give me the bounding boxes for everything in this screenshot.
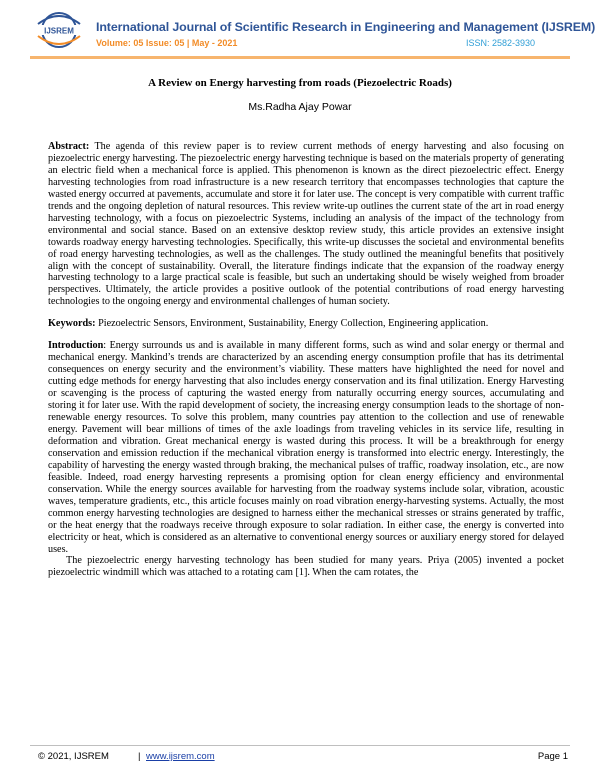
introduction-text: : Energy surrounds us and is available in many different forms, such as wind and solar energy or thermal and mechanical energy. Mankind’s trends are characterized by an ascending energy consumption profile that has its detrimental consequences on energy security and the environment’s viability. These matters have highlighted the need for novel and cutting edge methods for energy harvesting that also includes energy conservation and its final utilization. Energy Harvesting or scavenging is the process of capturing the wasted energy from naturally occurring energy sources, accumulating and storing it for later use. With the rapid development of society, the increasing energy consumption leads to the shortage of non-renewable energy resources. To solve this problem, many countries pay attention to the collection and use of renewable energy. Pavement will bear millions of times of the axle loadings from traveling vehicles in its service life, resulting in deformation and vibration. Great mechanical energy is wasted during this process. It will be a breakthrough for energy conservation and emission reduction if the mechanical vibration energy is transformed into electric energy. Interestingly, the capability of harvesting the energy wasted through braking, the mechanical pulses of traffic, roadway insolation, etc., are now feasible. Indeed, road energy harvesting represents a promising option for clean energy efficiency and environmental conservation. While the energy sources available for harvesting from the roadway systems include solar, vibration, acoustic waves, temperature gradients, etc., this article focuses mainly on road vibration energy-harvesting systems. Actually, the most common energy harvesting technologies are designed to harness either the mechanical stresses or strains generated by traffic, or the heat energy that the roadways receive through exposure to solar radiation. In either case, the energy is converted into electricity or heat, which is considered as an alternative to conventional energy sources or auxiliary energy stored for delayed uses.: [48, 340, 564, 555]
author-name: Ms.Radha Ajay Powar: [248, 101, 352, 113]
keywords-label: Keywords:: [48, 318, 96, 330]
journal-header: [0, 0, 600, 60]
paper-body: [48, 141, 564, 579]
abstract-label: Abstract:: [48, 141, 90, 152]
keywords-text: Piezoelectric Sensors, Environment, Sustainability, Energy Collection, Engineering application.: [95, 318, 489, 330]
abstract-text: The agenda of this review paper is to review current methods of energy harvesting and also focusing on piezoelectric energy harvesting. The piezoelectric energy harvesting technique is based on the materials property of generating an electric field when a mechanical force is applied. This phenomenon is known as the direct piezoelectric effect. Energy harvesting technologies from road infrastructure is a new research territory that encompasses technologies that capture the wasted energy occurred at pavements, accumulate and store it for later use. The concept is very compatible with current traffic trends and the ongoing depletion of natural resources. This review write-up outlines the current state of the art in road energy harvesting technology, with a focus on piezoelectric Systems, including an analysis of the impact of the technology from environmental and social stance. Based on an extensive desktop review study, this article provides an extensive insight towards roadway energy harvesting technologies. Specifically, this write-up discusses the societal and environmental benefits of road energy harvesting technologies, as well as the challenges. The study outlined the meaningful benefits that positively align with the concept of sustainability. Overall, the literature findings indicate that the expansion of the roadway energy harvesting technology to a large practical scale is feasible, but such an undertaking should be wisely weighed from broader perspectives. Ultimately, the article provides a positive outlook of the potential contributions of road energy harvesting technologies to the ongoing energy and environmental challenges of human society.: [48, 141, 564, 308]
page-number: Page 1: [537, 751, 568, 762]
introduction-label: Introduction: [48, 340, 104, 352]
header-divider: [30, 56, 570, 59]
footer-divider: [30, 745, 570, 746]
ijsrem-logo: [32, 10, 86, 50]
journal-title: International Journal of Scientific Research in Engineering and Management (IJSREM): [96, 20, 596, 34]
introduction-paragraph-2: The piezoelectric energy harvesting technology has been studied for many years. Priya (2005) invented a pocket piezoelectric windmill which was attached to a rotating cam [1]. When the cam rotates, the: [48, 555, 564, 579]
footer-website-link[interactable]: www.ijsrem.com: [146, 751, 215, 762]
abstract: [48, 141, 564, 308]
footer-separator: |: [138, 751, 141, 762]
footer-copyright: © 2021, IJSREM: [38, 751, 109, 762]
logo-text: IJSREM: [44, 26, 74, 36]
issn: ISSN: 2582-3930: [466, 38, 536, 48]
paper-title: A Review on Energy harvesting from roads (Piezoelectric Roads): [148, 77, 452, 89]
introduction: [48, 340, 564, 555]
volume-issue: Volume: 05 Issue: 05 | May - 2021: [96, 38, 238, 48]
keywords: [48, 318, 564, 330]
